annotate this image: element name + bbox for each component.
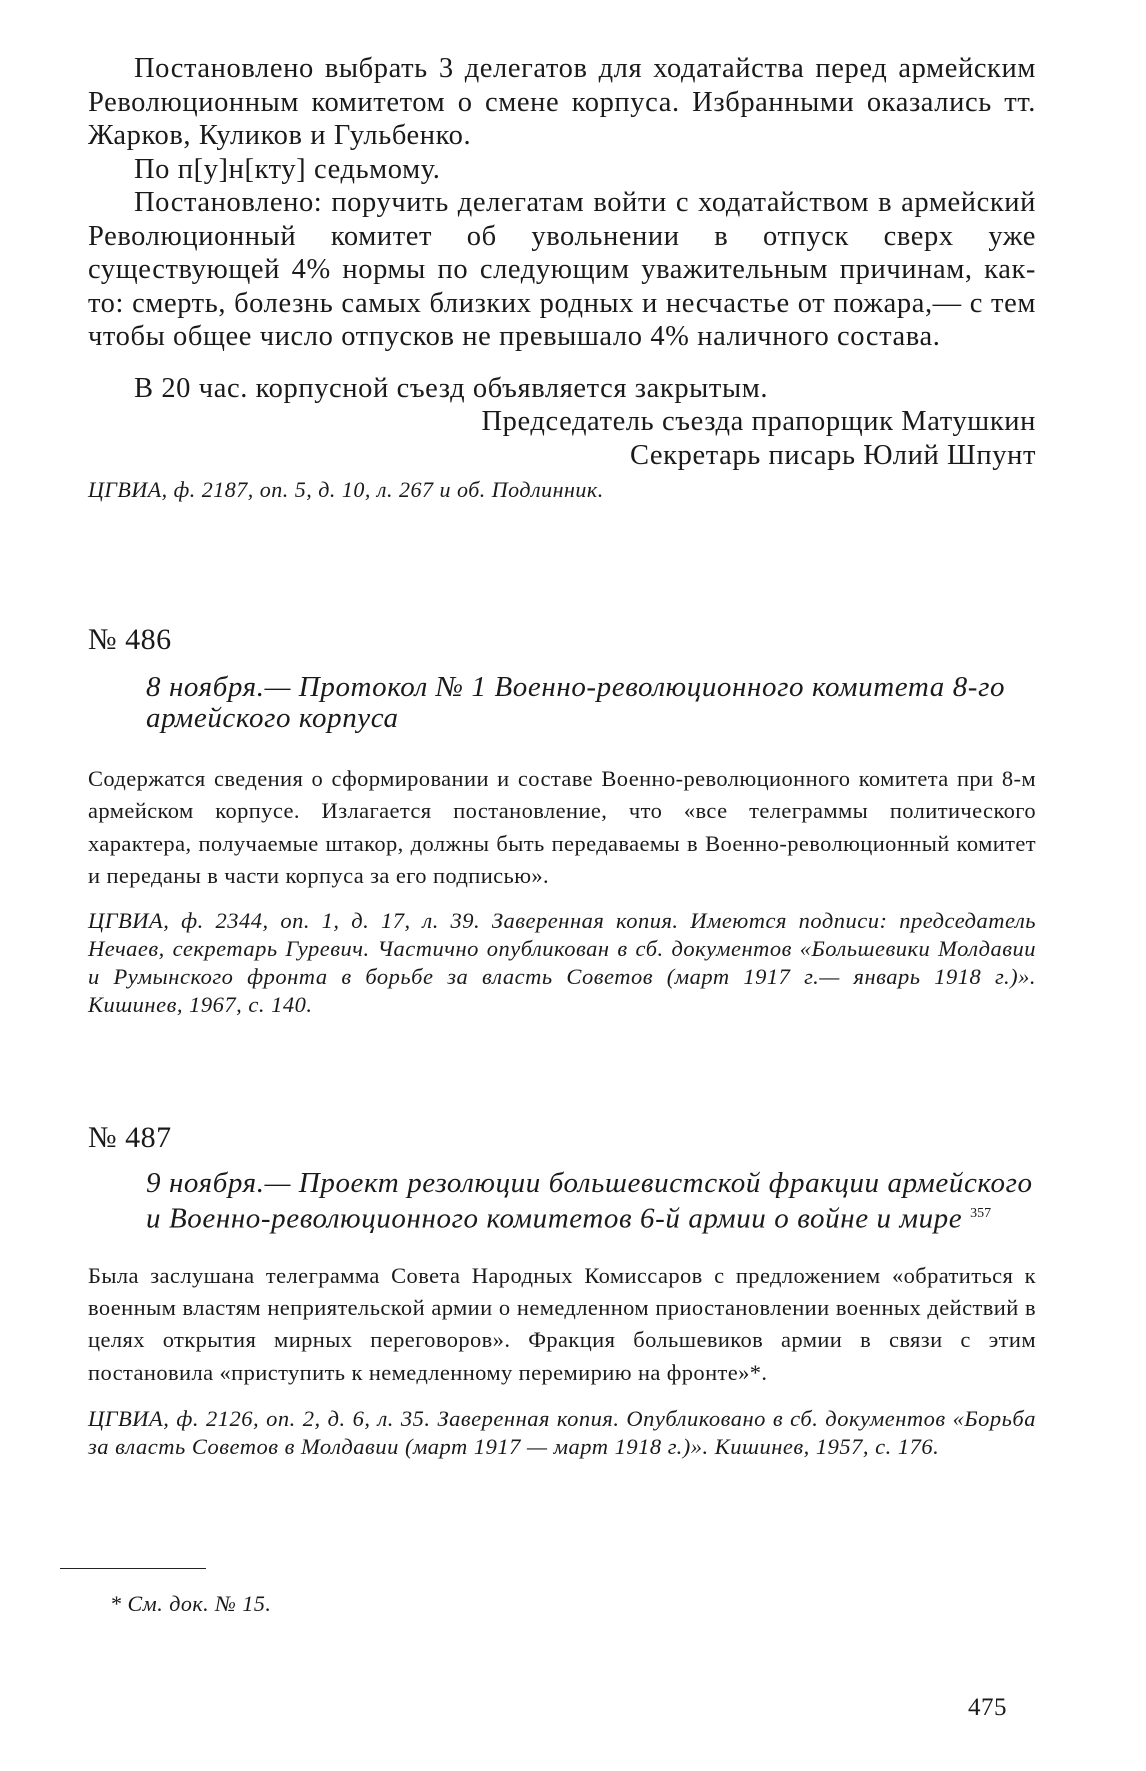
document-486	[88, 622, 1036, 1019]
document-summary-487: Была заслушана телеграмма Совета Народных Комиссаров с предложением «обратиться к военным властям неприятельской армии о немедленном приостановлении военных действий в целях открытия мирных переговоров». Фракция большевиков армии в связи с этим постановила «приступить к немедленному перемирию на фронте»*.	[88, 1262, 1036, 1385]
archive-source-486: ЦГВИА, ф. 2344, оп. 1, д. 17, л. 39. Заверенная копия. Имеются подписи: председатель Нечаев, секретарь Гуревич. Частично опубликован в сб. документов «Большевики Молдавии и Румынского фронта в борьбе за власть Советов (март 1917 г.— январь 1918 г.)». Кишинев, 1967, с. 140.	[88, 907, 1036, 1018]
footnote: * См. док. № 15.	[110, 1591, 272, 1616]
signature-chairman: Председатель съезда прапорщик Матушкин	[481, 406, 1036, 437]
document-title-487-text: 9 ноября.— Проект резолюции большевистской фракции армейского и Военно-революционного комитетов 6-й армии о войне и мире	[146, 1167, 1033, 1235]
paragraph-point-seven: По п[у]н[кту] седьмому.	[134, 153, 441, 185]
archive-source-487: ЦГВИА, ф. 2126, оп. 2, д. 6, л. 35. Заверенная копия. Опубликовано в сб. документов «Борьба за власть Советов в Молдавии (март 1917 — март 1918 г.)». Кишинев, 1957, с. 176.	[88, 1406, 1036, 1460]
footnote-separator-rule	[60, 1568, 206, 1569]
archive-source-top: ЦГВИА, ф. 2187, оп. 5, д. 10, л. 267 и об. Подлинник.	[88, 477, 604, 502]
page-number: 475	[968, 1694, 1007, 1721]
signature-secretary: Секретарь писарь Юлий Шпунт	[629, 439, 1036, 471]
previous-document-continuation	[88, 52, 1036, 504]
paragraph-leave-decision: Постановлено: поручить делегатам войти с ходатайством в армейский Революционный комитет об увольнении в отпуск сверх уже существующей 4% нормы по следующим уважительным причинам, как-то: смерть, болезнь самых близких родных и несчастье от пожара,— с тем чтобы общее число отпусков не превышало 4% наличного состава.	[88, 187, 1036, 352]
note-reference-357: 357	[970, 1205, 992, 1221]
paragraph-delegates-decision: Постановлено выбрать 3 делегатов для ходатайства перед армейским Революционным комитетом о смене корпуса. Избранными оказались тт. Жарков, Куликов и Гульбенко.	[88, 53, 1036, 151]
paragraph-congress-closed: В 20 час. корпусной съезд объявляется закрытым.	[134, 372, 769, 404]
document-number-486: № 486	[88, 623, 172, 656]
document-summary-486: Содержатся сведения о сформировании и составе Военно-революционного комитета при 8-м армейском корпусе. Излагается постановление, что «все телеграммы политического характера, получаемые штакор, должны быть передаваемы в Военно-революционный комитет и переданы в части корпуса за его подписью».	[88, 766, 1036, 889]
document-487	[88, 1120, 1036, 1462]
document-title-486: 8 ноября.— Протокол № 1 Военно-революционного комитета 8-го армейского корпуса	[146, 671, 1006, 734]
document-title-487	[146, 1168, 1036, 1234]
document-number-487: № 487	[88, 1121, 172, 1154]
